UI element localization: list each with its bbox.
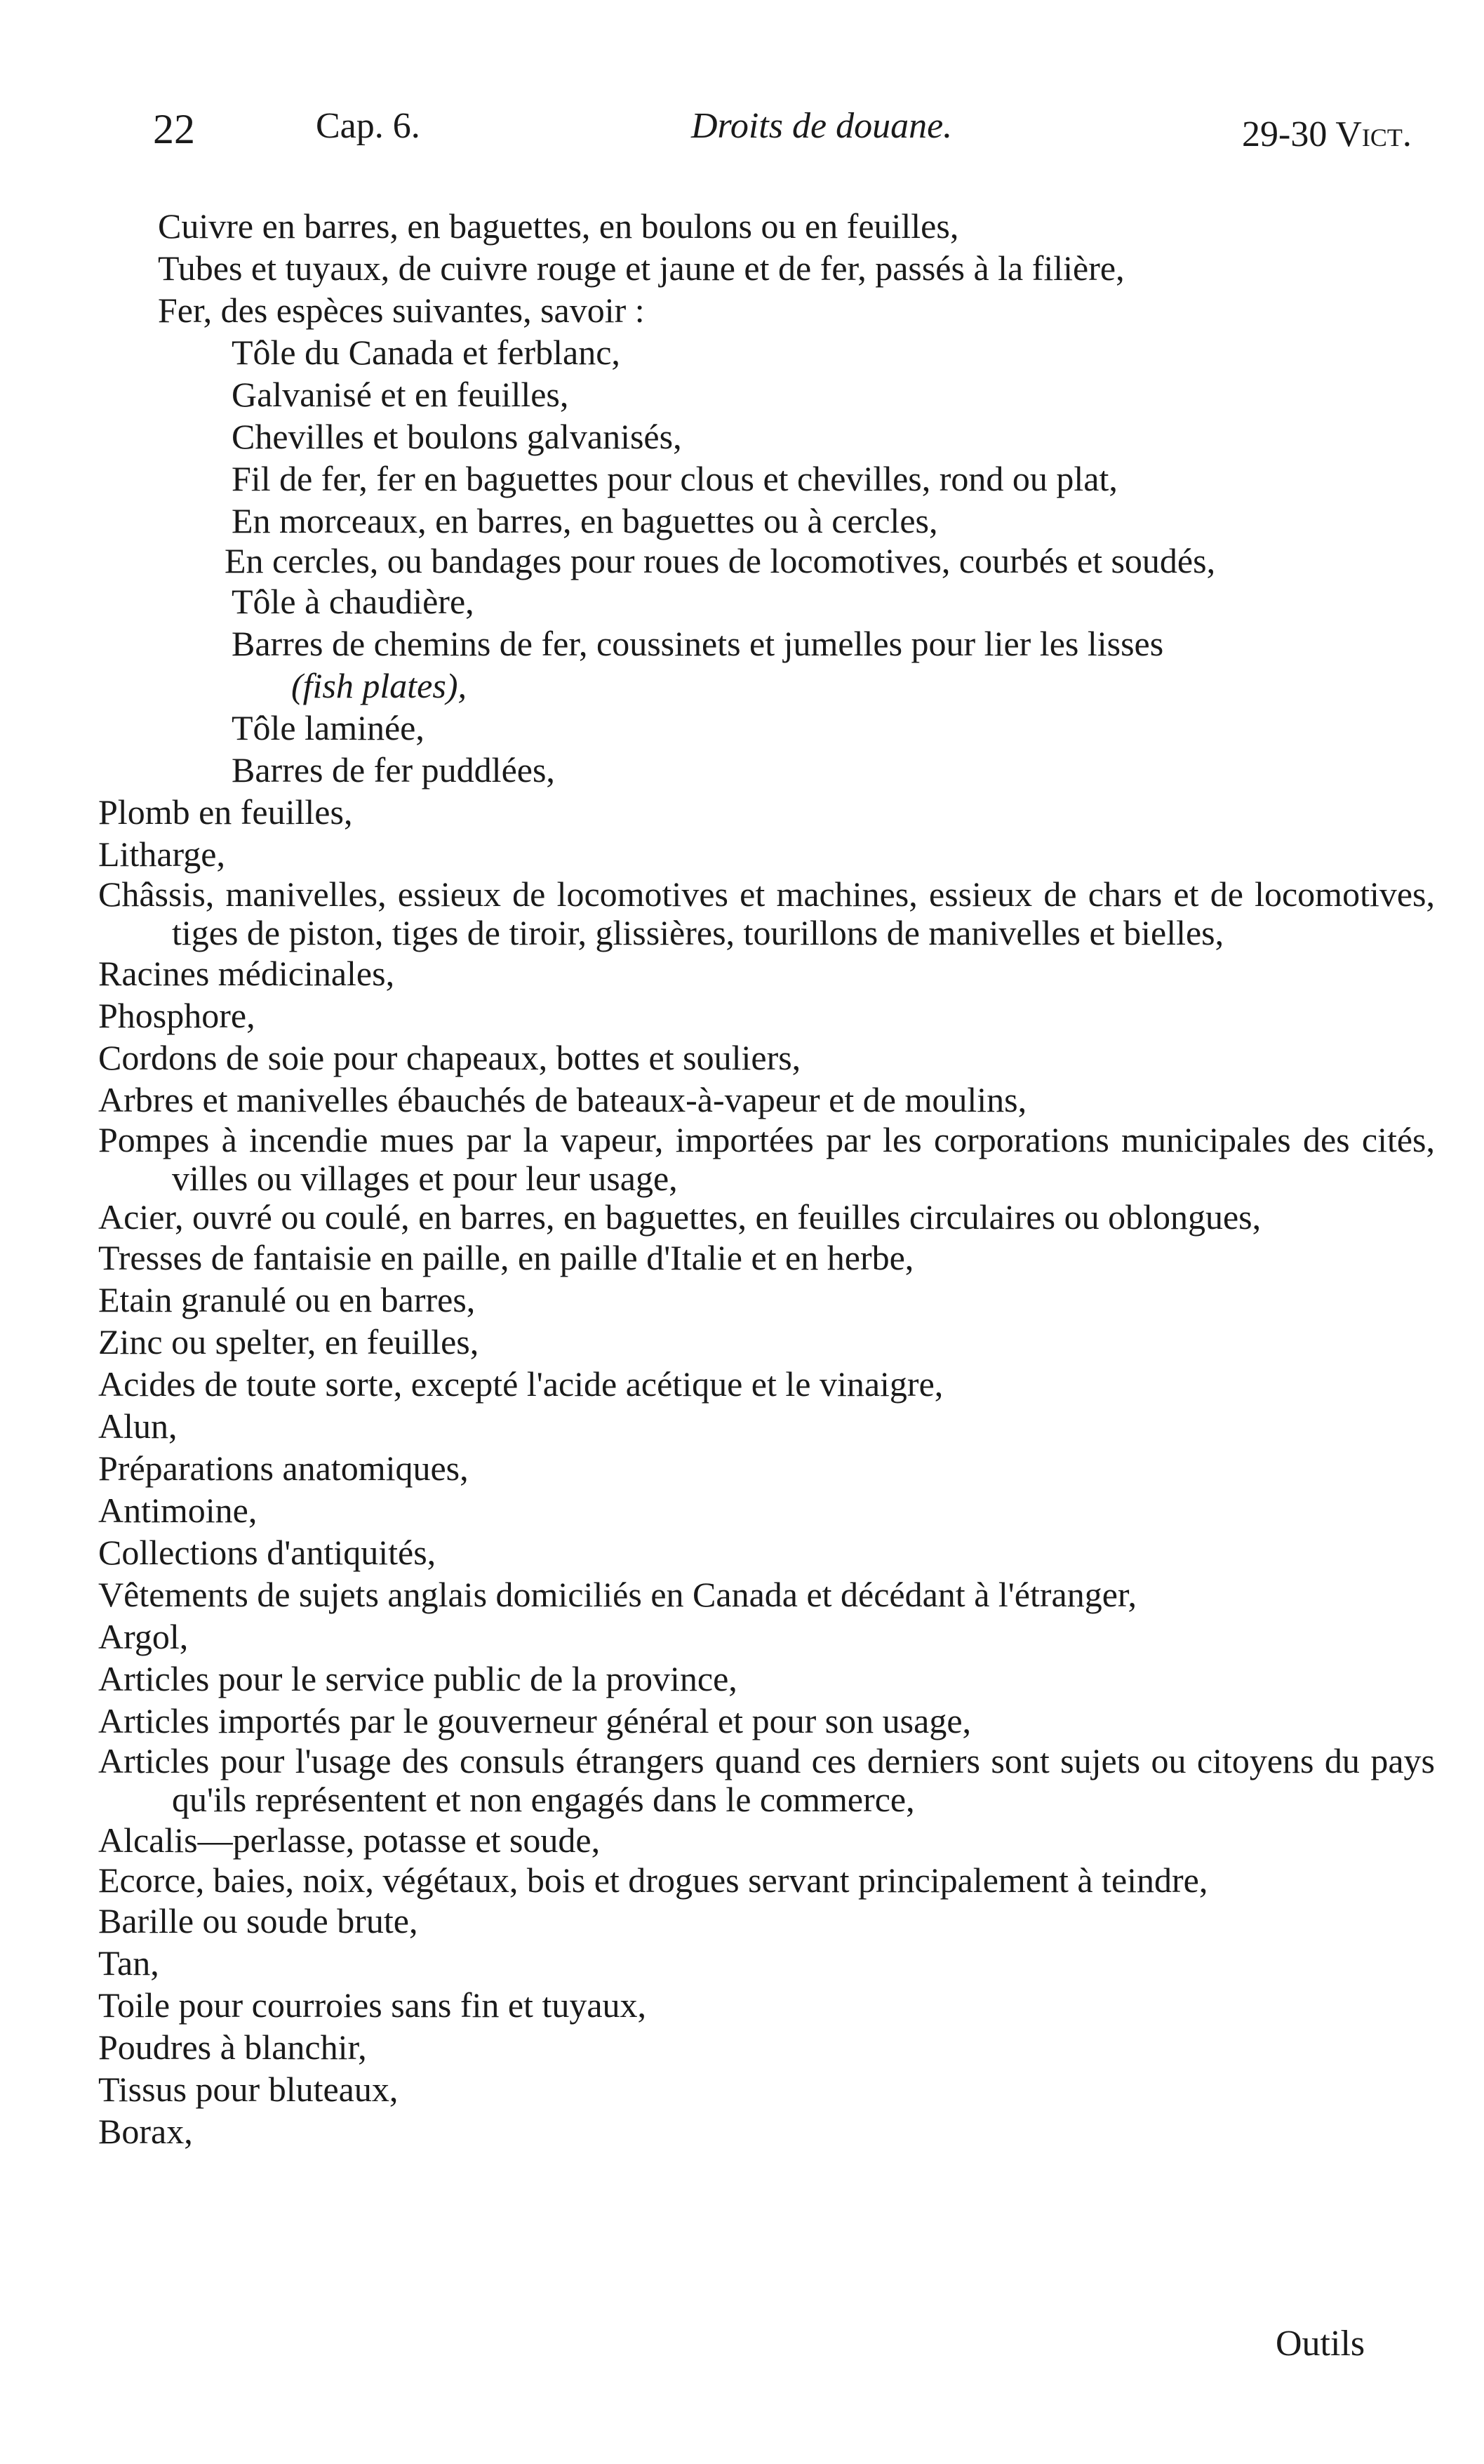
catchword: Outils bbox=[1276, 2324, 1365, 2364]
list-item: Articles pour l'usage des consuls étrangers quand ces derniers sont sujets ou citoyens du pays qu'ils représentent et non engagés dans le commerce, bbox=[98, 1741, 1435, 1819]
list-item: Racines médicinales, bbox=[98, 954, 395, 993]
list-item: Articles importés par le gouverneur général et pour son usage, bbox=[98, 1701, 972, 1740]
reign-label: 29-30 Vict. bbox=[1242, 114, 1412, 154]
list-item: Antimoine, bbox=[98, 1491, 258, 1530]
page-number: 22 bbox=[153, 106, 195, 152]
list-item: Vêtements de sujets anglais domiciliés en Canada et décédant à l'étranger, bbox=[98, 1575, 1137, 1614]
list-item: Zinc ou spelter, en feuilles, bbox=[98, 1322, 479, 1361]
list-item: Tissus pour bluteaux, bbox=[98, 2070, 399, 2109]
list-item: Tubes et tuyaux, de cuivre rouge et jaune et de fer, passés à la filière, bbox=[158, 248, 1125, 288]
list-item: Etain granulé ou en barres, bbox=[98, 1280, 476, 1319]
list-item: Cuivre en barres, en baguettes, en boulons ou en feuilles, bbox=[158, 206, 959, 246]
list-item: Phosphore, bbox=[98, 996, 255, 1035]
list-item: Litharge, bbox=[98, 834, 225, 874]
list-item: Alun, bbox=[98, 1406, 178, 1446]
list-item: Fer, des espèces suivantes, savoir : bbox=[158, 291, 645, 330]
list-item: Argol, bbox=[98, 1617, 189, 1656]
list-item: Alcalis—perlasse, potasse et soude, bbox=[98, 1820, 601, 1860]
list-item: Collections d'antiquités, bbox=[98, 1533, 436, 1572]
list-item: Tan, bbox=[98, 1943, 159, 1983]
tariff-list bbox=[98, 205, 1435, 2152]
list-item: Tresses de fantaisie en paille, en paille d'Italie et en herbe, bbox=[98, 1238, 914, 1277]
list-item: Poudres à blanchir, bbox=[98, 2027, 367, 2067]
list-item: Châssis, manivelles, essieux de locomotives et machines, essieux de chars et de locomotives, tiges de piston, tiges de tiroir, glissières, tourillons de manivelles et bielles, bbox=[98, 874, 1435, 952]
chapter-label: Cap. 6. bbox=[316, 106, 420, 146]
list-item: En cercles, ou bandages pour roues de locomotives, courbés et soudés, bbox=[225, 541, 1216, 580]
list-item: Barres de chemins de fer, coussinets et jumelles pour lier les lisses bbox=[232, 624, 1164, 663]
list-item: En morceaux, en barres, en baguettes ou à cercles, bbox=[232, 501, 938, 540]
list-item: Acier, ouvré ou coulé, en barres, en baguettes, en feuilles circulaires ou oblongues, bbox=[98, 1197, 1262, 1237]
page-header bbox=[0, 105, 1484, 182]
list-item: Arbres et manivelles ébauchés de bateaux-à-vapeur et de moulins, bbox=[98, 1080, 1027, 1119]
list-item: Barille ou soude brute, bbox=[98, 1901, 418, 1940]
list-item: Barres de fer puddlées, bbox=[232, 750, 555, 790]
list-item: Fil de fer, fer en baguettes pour clous et chevilles, rond ou plat, bbox=[232, 459, 1118, 498]
list-item: Acides de toute sorte, excepté l'acide acétique et le vinaigre, bbox=[98, 1364, 944, 1404]
list-item: Préparations anatomiques, bbox=[98, 1449, 469, 1488]
list-item: Plomb en feuilles, bbox=[98, 792, 353, 832]
list-item: Chevilles et boulons galvanisés, bbox=[232, 417, 682, 456]
list-item: Toile pour courroies sans fin et tuyaux, bbox=[98, 1985, 647, 2025]
list-item: Tôle du Canada et ferblanc, bbox=[232, 333, 620, 372]
list-item: Pompes à incendie mues par la vapeur, importées par les corporations municipales des cités, villes ou villages et pour leur usage, bbox=[98, 1120, 1435, 1198]
list-item: Galvanisé et en feuilles, bbox=[232, 375, 569, 414]
list-item: Cordons de soie pour chapeaux, bottes et souliers, bbox=[98, 1038, 801, 1077]
list-item: Tôle à chaudière, bbox=[232, 582, 474, 621]
running-title: Droits de douane. bbox=[691, 106, 953, 146]
list-item: Ecorce, baies, noix, végétaux, bois et drogues servant principalement à teindre, bbox=[98, 1860, 1208, 1900]
list-item: Articles pour le service public de la province, bbox=[98, 1659, 737, 1698]
list-item: (fish plates), bbox=[291, 666, 467, 705]
list-item: Tôle laminée, bbox=[232, 708, 425, 747]
list-item: Borax, bbox=[98, 2112, 193, 2151]
